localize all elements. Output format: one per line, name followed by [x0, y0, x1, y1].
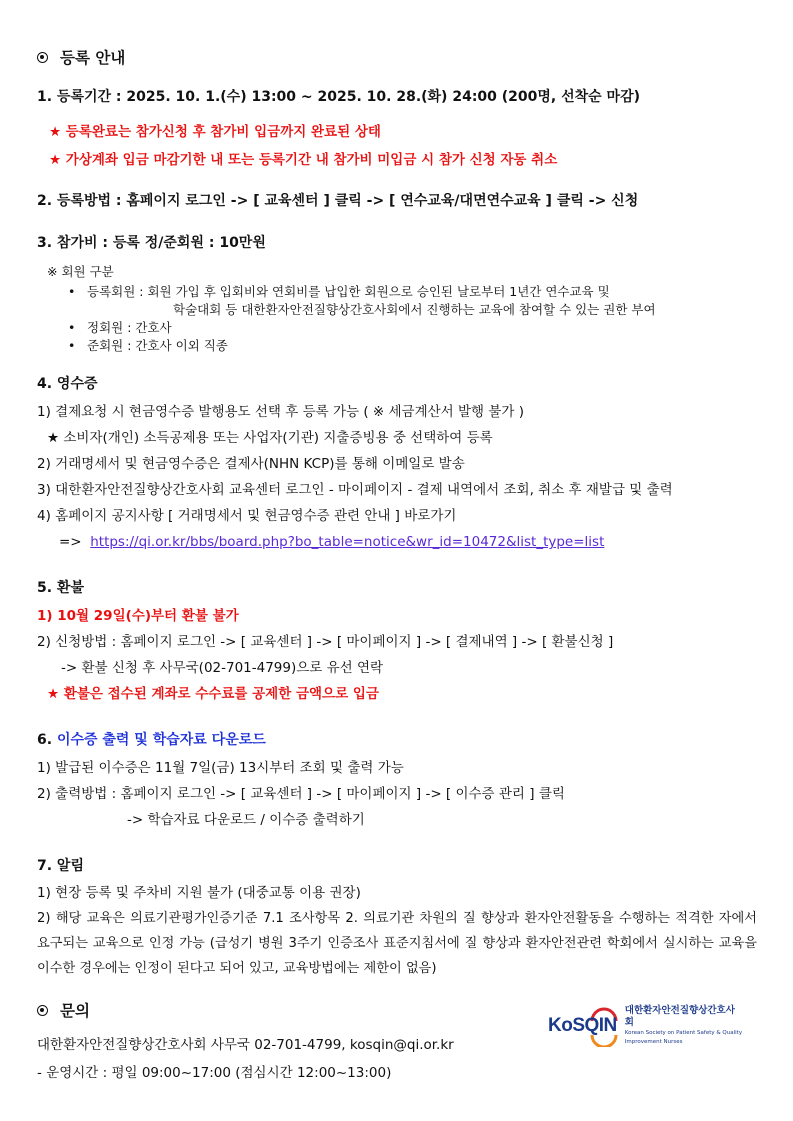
refund-line-2: 2) 신청방법 : 홈페이지 로그인 -> [ 교육센터 ] -> [ 마이페이지 ] -> [ 결제내역 ] -> [ 환불신청 ] [37, 634, 614, 650]
contact-heading: 문의 [37, 999, 757, 1021]
registration-method: 2. 등록방법 : 홈페이지 로그인 -> [ 교육센터 ] 클릭 -> [ 연수교육/대면연수교육 ] 클릭 -> 신청 [37, 193, 639, 209]
receipt-line-3: 3) 대한환자안전질향상간호사회 교육센터 로그인 - 마이페이지 - 결제 내역에서 조회, 취소 후 재발급 및 출력 [37, 482, 673, 498]
kosqin-logo [548, 1003, 743, 1049]
document-page [37, 46, 757, 1087]
member-full: • 정회원 : 간호사 [57, 319, 757, 337]
member-registered: • 등록회원 : 회원 가입 후 입회비와 연회비를 납입한 회원으로 승인된 날로부터 1년간 연수교육 및 학술대회 등 대한환자안전질향상간호사회에서 진행하는 교육에 참여할 수 있는 권한 부여 [57, 283, 757, 319]
receipt-line-2: 2) 거래명세서 및 현금영수증은 결제사(NHN KCP)를 통해 이메일로 발송 [37, 456, 465, 472]
certificate-line-2: 2) 출력방법 : 홈페이지 로그인 -> [ 교육센터 ] -> [ 마이페이지 ] -> [ 이수증 관리 ] 클릭 [37, 786, 565, 802]
bullseye-icon [37, 1005, 48, 1016]
certificate-line-2b: -> 학습자료 다운로드 / 이수증 출력하기 [127, 812, 365, 828]
bullseye-icon [37, 52, 48, 63]
notice-line-1: 1) 현장 등록 및 주차비 지원 불가 (대중교통 이용 권장) [37, 885, 361, 901]
member-type-heading: ※ 회원 구분 [47, 264, 114, 279]
member-associate: • 준회원 : 간호사 이외 직종 [57, 337, 757, 355]
refund-note: ★ 환불은 접수된 계좌로 수수료를 공제한 금액으로 입금 [47, 686, 379, 702]
certificate-heading: 6. 이수증 출력 및 학습자료 다운로드 [37, 732, 266, 748]
refund-line-1: 1) 10월 29일(수)부터 환불 불가 [37, 608, 239, 624]
logo-text: 대한환자안전질향상간호사회 Korean Society on Patient Safety & Quality Improvement Nurses [624, 1005, 743, 1045]
registration-fee: 3. 참가비 : 등록 정/준회원 : 10만원 [37, 235, 266, 251]
refund-line-2b: -> 환불 신청 후 사무국(02-701-4799)으로 유선 연락 [61, 660, 384, 676]
refund-body [37, 603, 757, 707]
receipt-body [37, 399, 757, 555]
contact-line-1: 대한환자안전질향상간호사회 사무국 02-701-4799, kosqin@qi.or.kr [37, 1037, 454, 1053]
member-type-list [37, 283, 757, 355]
registration-note-2: ★ 가상계좌 입금 마감기한 내 또는 등록기간 내 참가비 미입금 시 참가 신청 자동 취소 [49, 152, 558, 168]
registration-heading: 등록 안내 [37, 46, 757, 68]
registration-period: 1. 등록기간 : 2025. 10. 1.(수) 13:00 ~ 2025. 10. 28.(화) 24:00 (200명, 선착순 마감) [37, 89, 641, 105]
receipt-link-row: => https://qi.or.kr/bbs/board.php?bo_table=notice&wr_id=10472&list_type=list [59, 534, 605, 550]
certificate-line-1: 1) 발급된 이수증은 11월 7일(금) 13시부터 조회 및 출력 가능 [37, 760, 404, 776]
certificate-body [37, 755, 757, 833]
notice-heading: 7. 알림 [37, 858, 84, 874]
refund-heading: 5. 환불 [37, 580, 84, 596]
receipt-heading: 4. 영수증 [37, 376, 98, 392]
receipt-line-1: 1) 결제요청 시 현금영수증 발행용도 선택 후 등록 가능 ( ※ 세금계산서 발행 불가 ) [37, 404, 525, 420]
receipt-notice-link[interactable]: https://qi.or.kr/bbs/board.php?bo_table=notice&wr_id=10472&list_type=list [90, 534, 605, 550]
receipt-line-1-star: ★ 소비자(개인) 소득공제용 또는 사업자(기관) 지출증빙용 중 선택하여 등록 [47, 430, 493, 446]
notice-line-2: 2) 해당 교육은 의료기관평가인증기준 7.1 조사항목 2. 의료기관 차원의 질 향상과 환자안전활동을 수행하는 적격한 자에서 요구되는 교육으로 인정 가능 (급성기 병원 3주기 인증조사 표준지침서에 질 향상과 환자안전관련 학회에서 실시하는 교육을 이수한 경우에는 인정이 된다고 되어 있고, 교육방법에는 제한이 없음) [37, 911, 757, 976]
contact-hours: - 운영시간 : 평일 09:00~17:00 (점심시간 12:00~13:00) [37, 1065, 392, 1081]
logo-brand: KoSQIN [548, 1015, 617, 1037]
notice-body [37, 881, 757, 981]
registration-note-1: ★ 등록완료는 참가신청 후 참가비 입금까지 완료된 상태 [49, 124, 381, 140]
receipt-line-4: 4) 홈페이지 공지사항 [ 거래명세서 및 현금영수증 관련 안내 ] 바로가기 [37, 508, 457, 524]
